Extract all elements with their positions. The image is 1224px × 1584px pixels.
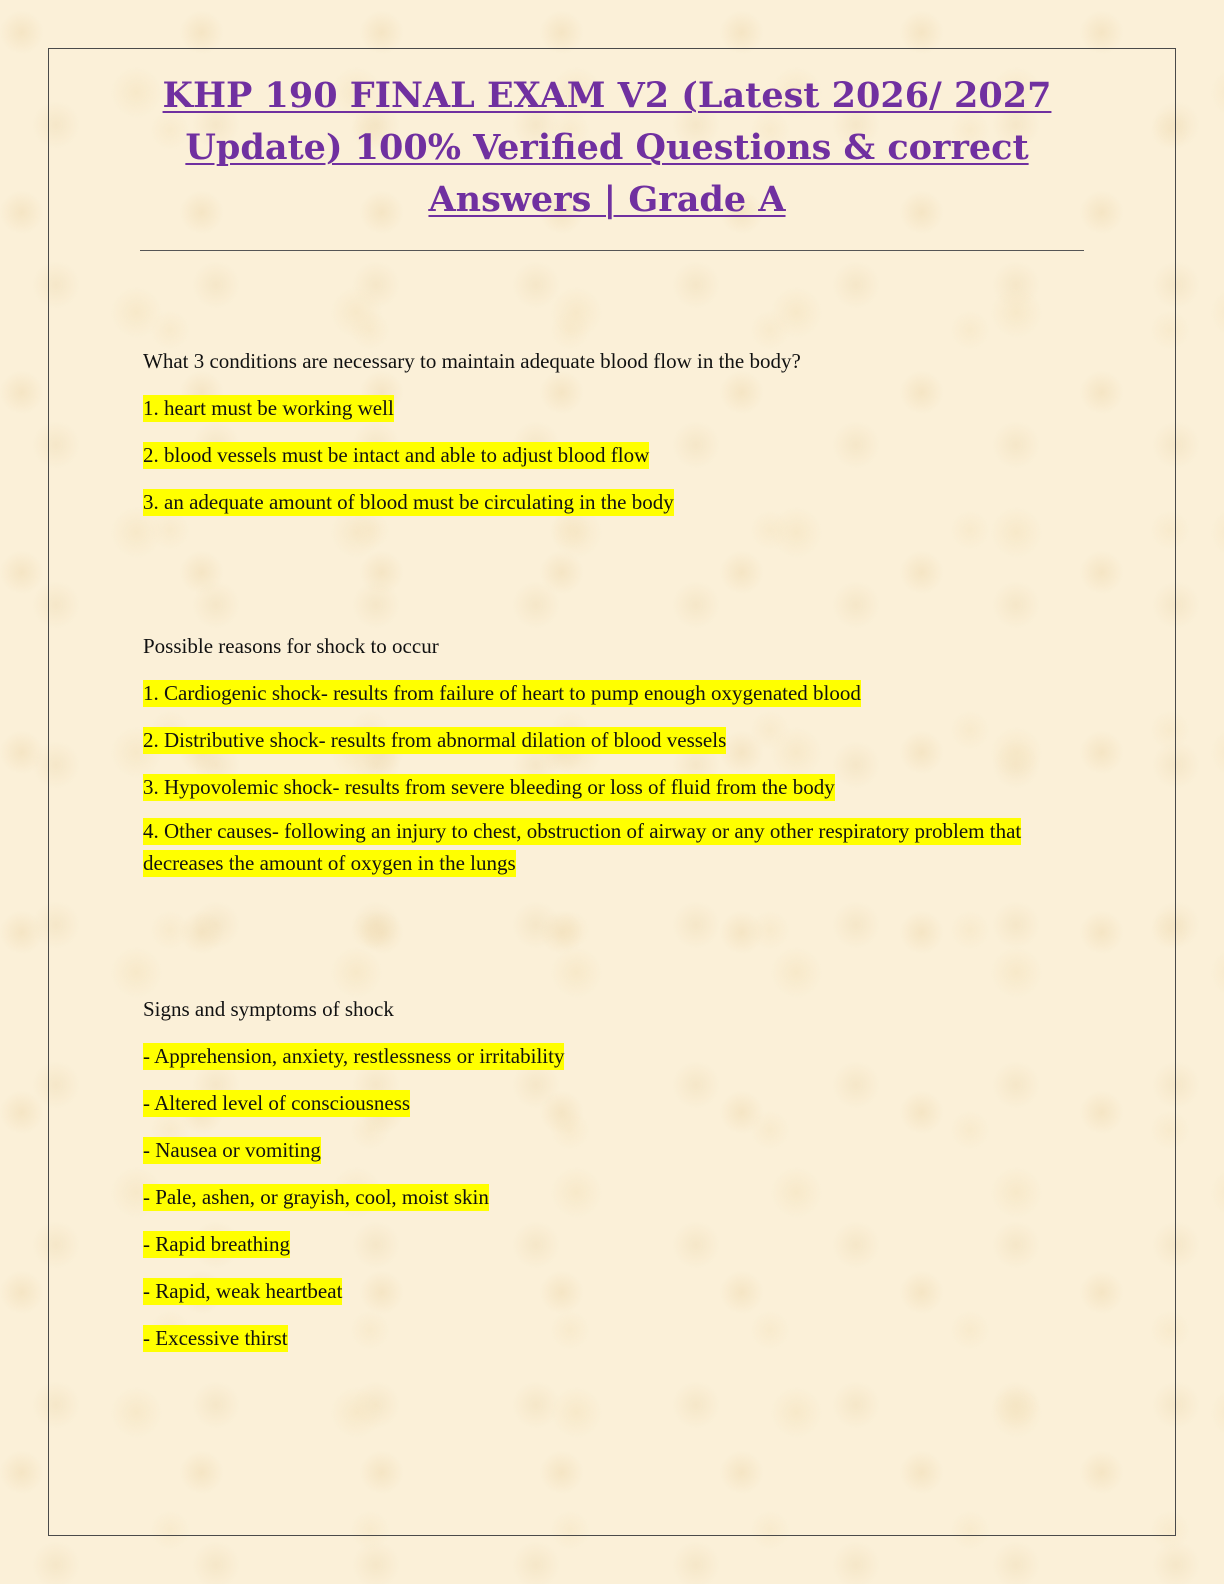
highlighted-answer: 2. Distributive shock- results from abnormal dilation of blood vessels <box>143 728 727 752</box>
qa-section-shock-signs <box>143 996 1043 1351</box>
answer-item <box>143 395 1043 421</box>
title-divider <box>140 250 1084 251</box>
answer-item <box>143 1184 1043 1210</box>
question-text: Possible reasons for shock to occur <box>143 634 439 658</box>
answer-item <box>143 680 1043 706</box>
answer-item <box>143 1278 1043 1304</box>
highlighted-answer: - Altered level of consciousness <box>143 1091 411 1115</box>
answer-item <box>143 1043 1043 1069</box>
answer-item <box>143 442 1043 468</box>
highlighted-answer: 1. Cardiogenic shock- results from failure of heart to pump enough oxygenated blood <box>143 681 861 705</box>
answer-item <box>143 815 1023 879</box>
highlighted-answer: 1. heart must be working well <box>143 396 394 420</box>
highlighted-answer: 3. Hypovolemic shock- results from severe bleeding or loss of fluid from the body <box>143 775 835 799</box>
question-text: What 3 conditions are necessary to maintain adequate blood flow in the body? <box>143 349 801 373</box>
qa-section-blood-flow <box>143 348 1043 515</box>
answer-item <box>143 727 1043 753</box>
answer-item <box>143 774 1043 800</box>
highlighted-answer: - Apprehension, anxiety, restlessness or irritability <box>143 1044 565 1068</box>
qa-section-shock-reasons <box>143 633 1043 879</box>
highlighted-answer: 3. an adequate amount of blood must be circulating in the body <box>143 490 674 514</box>
question-text: Signs and symptoms of shock <box>143 997 394 1021</box>
highlighted-answer: - Pale, ashen, or grayish, cool, moist skin <box>143 1185 489 1209</box>
answer-item <box>143 1325 1043 1351</box>
answer-item <box>143 1137 1043 1163</box>
highlighted-answer: - Rapid, weak heartbeat <box>143 1279 343 1303</box>
highlighted-answer: - Nausea or vomiting <box>143 1138 321 1162</box>
answer-item <box>143 1231 1043 1257</box>
highlighted-answer: 2. blood vessels must be intact and able to adjust blood flow <box>143 443 650 467</box>
answer-item <box>143 489 1043 515</box>
highlighted-answer: - Rapid breathing <box>143 1232 290 1256</box>
highlighted-answer: - Excessive thirst <box>143 1326 288 1350</box>
answer-item <box>143 1090 1043 1116</box>
highlighted-answer: 4. Other causes- following an injury to chest, obstruction of airway or any other respiratory problem that decreases the amount of oxygen in the lungs <box>143 819 1022 875</box>
document-title: KHP 190 FINAL EXAM V2 (Latest 2026/ 2027 Update) 100% Verified Questions & correct Answers | Grade A <box>162 75 1052 220</box>
